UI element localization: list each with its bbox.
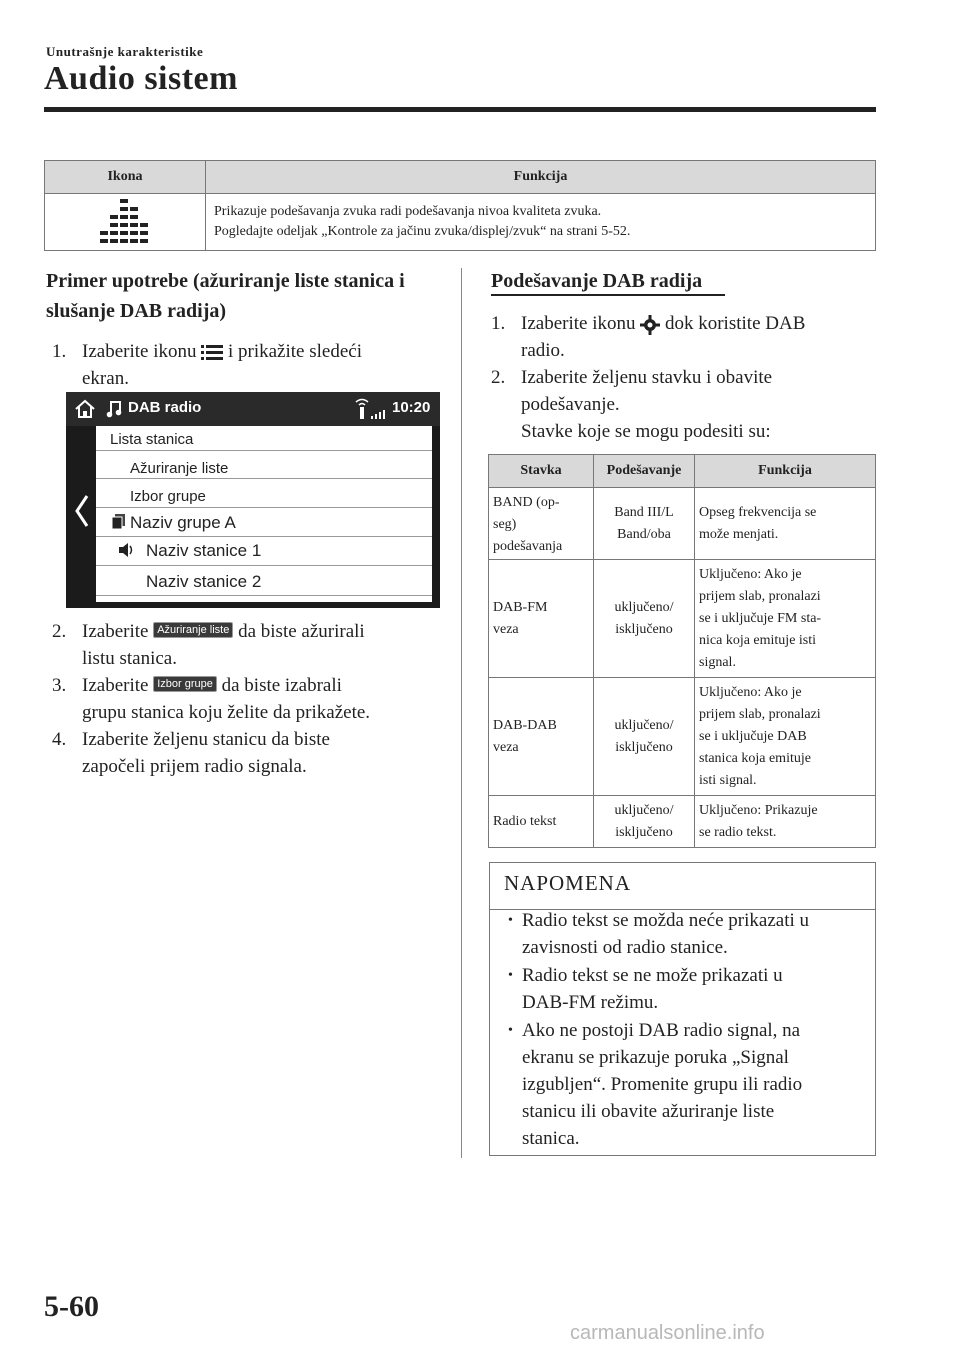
note-line: DAB-FM režimu. <box>522 992 659 1013</box>
step-text: ekran. <box>82 368 129 389</box>
settings-table <box>488 454 876 848</box>
step-text: Izaberite željenu stanicu da biste <box>82 729 330 750</box>
group-icon <box>112 514 126 530</box>
step-text: da biste ažurirali <box>238 621 365 642</box>
cell-line: Band/oba <box>617 527 671 542</box>
item-cell <box>489 560 594 678</box>
cell-line: veza <box>493 739 519 755</box>
setting-cell <box>594 488 695 560</box>
back-chevron-icon[interactable] <box>74 494 90 528</box>
step-text: dok koristite DAB <box>664 313 806 334</box>
cell-line: Uključeno: Prikazuje <box>699 802 818 818</box>
step-number: 2. <box>52 621 67 642</box>
note-line: izgubljen“. Promenite grupu ili radio <box>522 1074 803 1095</box>
settings-header-function: Funkcija <box>695 455 876 488</box>
note-box <box>489 862 876 1156</box>
item-cell <box>489 796 594 848</box>
cell-line: se i uključuje DAB <box>699 728 807 744</box>
table-row <box>489 560 876 678</box>
cell-line: isti signal. <box>699 772 757 788</box>
cell-line: uključeno/ <box>614 802 674 818</box>
step-text: Izaberite ikonu <box>82 341 197 362</box>
table-row <box>489 488 876 560</box>
music-note-icon <box>106 399 122 419</box>
example-heading: Primer upotrebe (ažuriranje liste stanica i slušanje DAB radija) <box>46 270 405 322</box>
dab-heading: Podešavanje DAB radija <box>491 270 703 292</box>
step-text: i prikažite sledeći <box>227 341 362 362</box>
item-cell <box>489 488 594 560</box>
step-text: započeli prijem radio signala. <box>82 756 307 777</box>
signal-icon <box>354 397 386 421</box>
step-number: 4. <box>52 729 67 750</box>
list-item-group-a[interactable]: Naziv grupe A <box>130 513 236 532</box>
step-text: Stavke koje se mogu podesiti su: <box>521 421 771 442</box>
watermark: carmanualsonline.info <box>570 1322 765 1344</box>
cell-line: podešavanja <box>493 539 563 554</box>
step-number: 3. <box>52 675 67 696</box>
screen-time: 10:20 <box>392 399 431 416</box>
list-item-update[interactable]: Ažuriranje liste <box>130 460 229 477</box>
page-number: 5-60 <box>44 1290 99 1323</box>
cell-line: prijem slab, pronalazi <box>699 588 821 604</box>
bullet-icon: • <box>508 968 513 983</box>
home-icon[interactable] <box>74 398 96 420</box>
station-list <box>96 426 432 602</box>
bullet-icon: • <box>508 913 513 928</box>
step-text: grupu stanica koju želite da prikažete. <box>82 702 371 723</box>
cell-line: DAB-FM <box>493 599 548 615</box>
cell-line: može menjati. <box>699 526 779 542</box>
update-list-chip: Ažuriranje liste <box>153 622 233 638</box>
step-text: Izaberite <box>82 621 149 642</box>
dab-heading-underline <box>491 294 725 296</box>
cell-line: BAND (op- <box>493 495 560 510</box>
cell-line: Band III/L <box>614 505 674 520</box>
gear-icon <box>640 315 660 335</box>
equalizer-bars-icon <box>99 196 151 244</box>
table-row <box>489 796 876 848</box>
cell-line: seg) <box>493 517 517 532</box>
cell-line: nica koja emituje isti <box>699 632 817 648</box>
step-text: radio. <box>521 340 565 361</box>
step-number: 1. <box>52 341 67 362</box>
cell-line: Radio tekst <box>493 813 557 829</box>
table-row <box>489 678 876 796</box>
list-icon <box>201 343 223 363</box>
title-rule <box>44 107 876 112</box>
cell-line: isključeno <box>615 824 673 840</box>
note-line: stanica. <box>522 1128 580 1149</box>
screen-title: DAB radio <box>128 399 202 416</box>
function-cell <box>695 796 876 848</box>
screen-status-bar <box>66 392 440 426</box>
cell-line: se radio tekst. <box>699 824 777 840</box>
icon-cell <box>45 194 206 251</box>
cell-line: DAB-DAB <box>493 717 557 733</box>
item-cell <box>489 678 594 796</box>
step-text: da biste izabrali <box>221 675 342 696</box>
function-line-1: Prikazuje podešavanja zvuka radi podešavanja nivoa kvaliteta zvuka. <box>214 204 602 219</box>
list-item-station-1[interactable]: Naziv stanice 1 <box>146 541 262 560</box>
cell-line: veza <box>493 621 519 637</box>
list-item-station-2[interactable]: Naziv stanice 2 <box>146 572 262 591</box>
page-title: Audio sistem <box>44 60 238 97</box>
step-text: podešavanje. <box>521 394 620 415</box>
setting-cell <box>594 678 695 796</box>
column-divider <box>461 268 462 1158</box>
step-number: 2. <box>491 367 506 388</box>
settings-header-setting: Podešavanje <box>594 455 695 488</box>
function-cell <box>695 678 876 796</box>
function-column-header: Funkcija <box>206 161 876 194</box>
step-text: Izaberite željenu stavku i obavite <box>521 367 773 388</box>
function-cell <box>206 194 876 251</box>
function-cell <box>695 488 876 560</box>
cell-line: uključeno/ <box>614 599 674 615</box>
cell-line: signal. <box>699 654 736 670</box>
step-number: 1. <box>491 313 506 334</box>
settings-header-item: Stavka <box>489 455 594 488</box>
cell-line: uključeno/ <box>614 717 674 733</box>
cell-line: isključeno <box>615 621 673 637</box>
step-text: Izaberite ikonu <box>521 313 636 334</box>
cell-line: Opseg frekvencija se <box>699 504 817 520</box>
bullet-icon: • <box>508 1023 513 1038</box>
cell-line: se i uključuje FM sta- <box>699 610 822 626</box>
radio-screen <box>66 392 440 608</box>
note-line: Radio tekst se ne može prikazati u <box>522 965 783 986</box>
cell-line: prijem slab, pronalazi <box>699 706 821 722</box>
section-label: Unutrašnje karakteristike <box>46 44 204 59</box>
setting-cell <box>594 560 695 678</box>
list-item-group-select[interactable]: Izbor grupe <box>130 488 206 505</box>
cell-line: Uključeno: Ako je <box>699 566 802 582</box>
function-line-2: Pogledajte odeljak „Kontrole za jačinu zvuka/displej/zvuk“ na strani 5-52. <box>214 224 631 239</box>
setting-cell <box>594 796 695 848</box>
note-title: NAPOMENA <box>504 871 632 895</box>
step-text: Izaberite <box>82 675 149 696</box>
note-line: stanicu ili obavite ažuriranje liste <box>522 1101 775 1122</box>
step-text: listu stanica. <box>82 648 177 669</box>
group-select-chip: Izbor grupe <box>153 676 217 692</box>
note-line: ekranu se prikazuje poruka „Signal <box>522 1047 789 1068</box>
note-line: zavisnosti od radio stanice. <box>522 937 728 958</box>
icon-column-header: Ikona <box>45 161 206 194</box>
cell-line: Uključeno: Ako je <box>699 684 802 700</box>
note-line: Radio tekst se možda neće prikazati u <box>522 910 810 931</box>
function-cell <box>695 560 876 678</box>
speaker-icon <box>118 542 136 558</box>
cell-line: isključeno <box>615 739 673 755</box>
note-line: Ako ne postoji DAB radio signal, na <box>522 1020 801 1041</box>
cell-line: stanica koja emituje <box>699 750 811 766</box>
icon-table <box>44 160 876 251</box>
list-header: Lista stanica <box>110 431 194 448</box>
